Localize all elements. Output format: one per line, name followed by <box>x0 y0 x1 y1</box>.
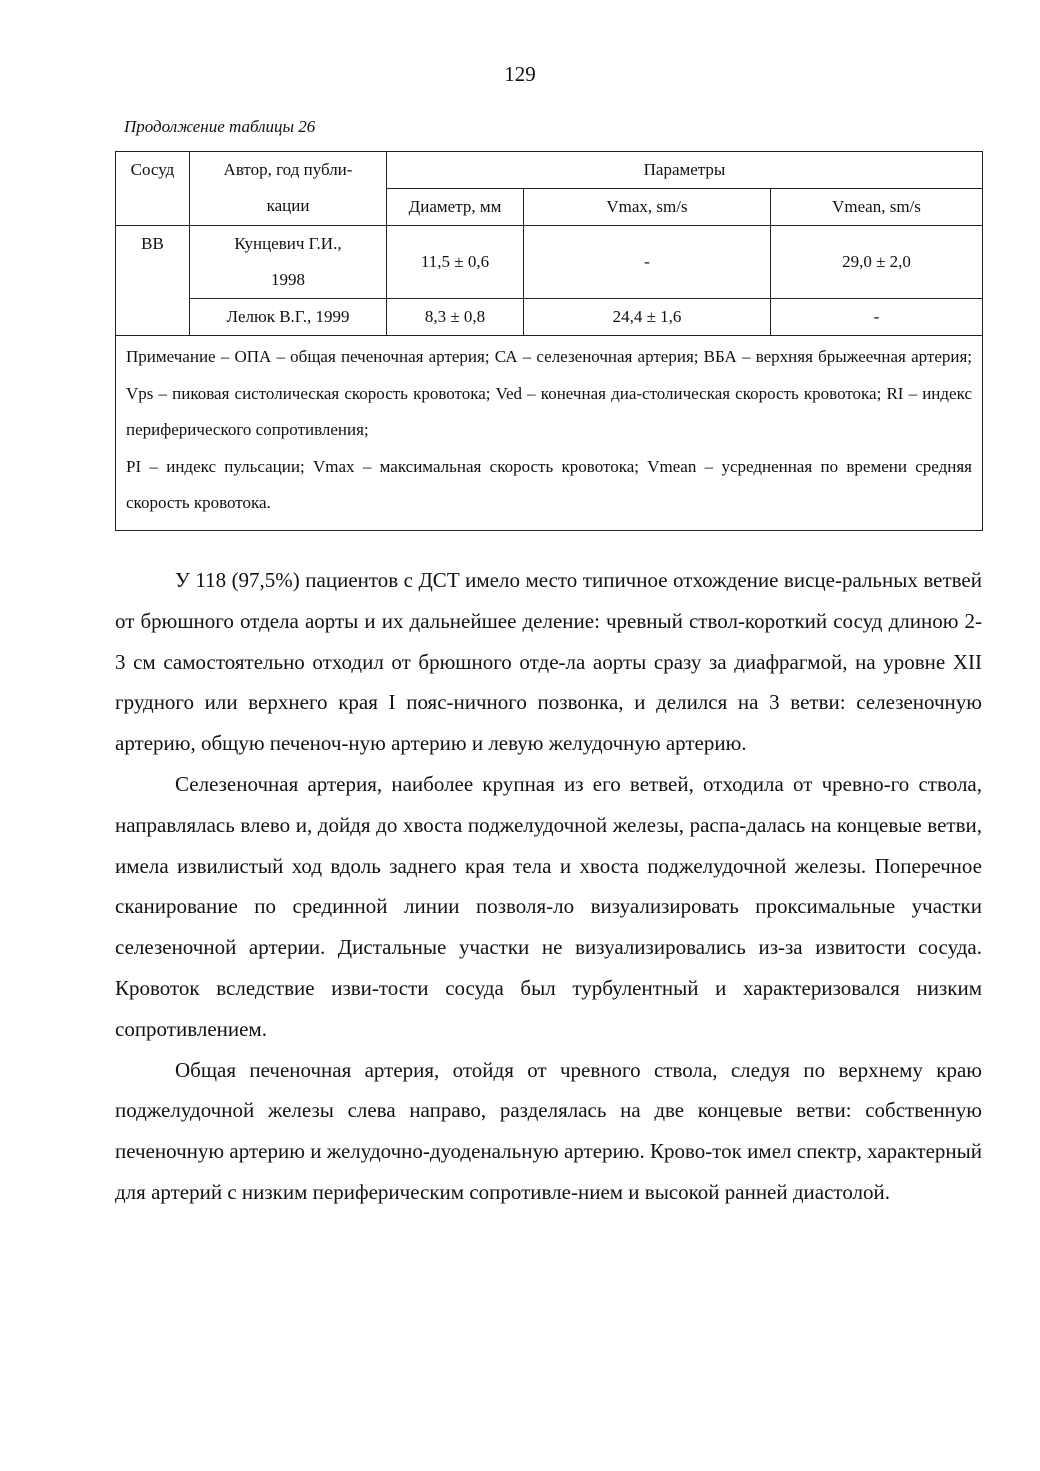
cell-author-line2: 1998 <box>271 270 305 289</box>
body-text <box>115 560 982 1213</box>
cell-vmax: - <box>524 226 771 299</box>
paragraph: Общая печеночная артерия, отойдя от чревного ствола, следуя по верхнему краю поджелудочной железы слева направо, разделялась на две концевые ветви: собственную печеночную артерию и желудочно-дуоденальную артерию. Крово-ток имел спектр, характерный для артерий с низким периферическим сопротивле-нием и высокой ранней диастолой. <box>115 1057 982 1204</box>
header-author <box>190 152 387 226</box>
table-note-line1: Примечание – ОПА – общая печеночная артерия; СА – селезеночная артерия; ВБА – верхняя брыжеечная артерия; Vps – пиковая систолическая скорость кровотока; Ved – конечная диа-столическая скорость кровотока; RI – индекс периферического сопротивления; <box>126 347 972 439</box>
header-vmax: Vmax, sm/s <box>524 189 771 226</box>
table-note-line2: PI – индекс пульсации; Vmax – максимальная скорость кровотока; Vmean – усредненная по времени средняя скорость кровотока. <box>126 456 972 512</box>
header-diameter: Диаметр, мм <box>387 189 524 226</box>
header-row-1 <box>116 152 983 189</box>
cell-vmax: 24,4 ± 1,6 <box>524 299 771 336</box>
data-table <box>115 151 983 531</box>
table-caption: Продолжение таблицы 26 <box>124 117 316 136</box>
cell-author-line1: Кунцевич Г.И., <box>234 234 342 253</box>
paragraph: Селезеночная артерия, наиболее крупная из его ветвей, отходила от чревно-го ствола, направлялась влево и, дойдя до хвоста поджелудочной железы, распа-далась на концевые ветви, имела извилистый ход вдоль заднего края тела и хвоста поджелудочной железы. Поперечное сканирование по срединной линии позволя-ло визуализировать проксимальные участки селезеночной артерии. Дистальные участки не визуализировались из-за извитости сосуда. Кровоток вследствие изви-тости сосуда был турбулентный и характеризовался низким сопротивлением. <box>115 771 982 1041</box>
header-parameters: Параметры <box>387 152 983 189</box>
cell-diameter: 11,5 ± 0,6 <box>387 226 524 299</box>
header-vessel: Сосуд <box>116 152 190 226</box>
note-row <box>116 336 983 531</box>
header-author-line1: Автор, год публи- <box>223 160 353 179</box>
table-row <box>116 226 983 299</box>
cell-vmean: 29,0 ± 2,0 <box>771 226 983 299</box>
page-number: 129 <box>504 62 536 86</box>
header-vmean: Vmean, sm/s <box>771 189 983 226</box>
table-note <box>116 336 983 531</box>
header-author-line2: кации <box>266 196 310 215</box>
cell-diameter: 8,3 ± 0,8 <box>387 299 524 336</box>
table-row <box>116 299 983 336</box>
cell-vmean: - <box>771 299 983 336</box>
cell-vessel: ВВ <box>116 226 190 336</box>
cell-author: Лелюк В.Г., 1999 <box>190 299 387 336</box>
paragraph: У 118 (97,5%) пациентов с ДСТ имело место типичное отхождение висце-ральных ветвей от брюшного отдела аорты и их дальнейшее деление: чревный ствол-короткий сосуд длиною 2-3 см самостоятельно отходил от брюшного отде-ла аорты сразу за диафрагмой, на уровне XII грудного или верхнего края I пояс-ничного позвонка, и делился на 3 ветви: селезеночную артерию, общую печеноч-ную артерию и левую желудочную артерию. <box>115 568 982 756</box>
cell-author <box>190 226 387 299</box>
